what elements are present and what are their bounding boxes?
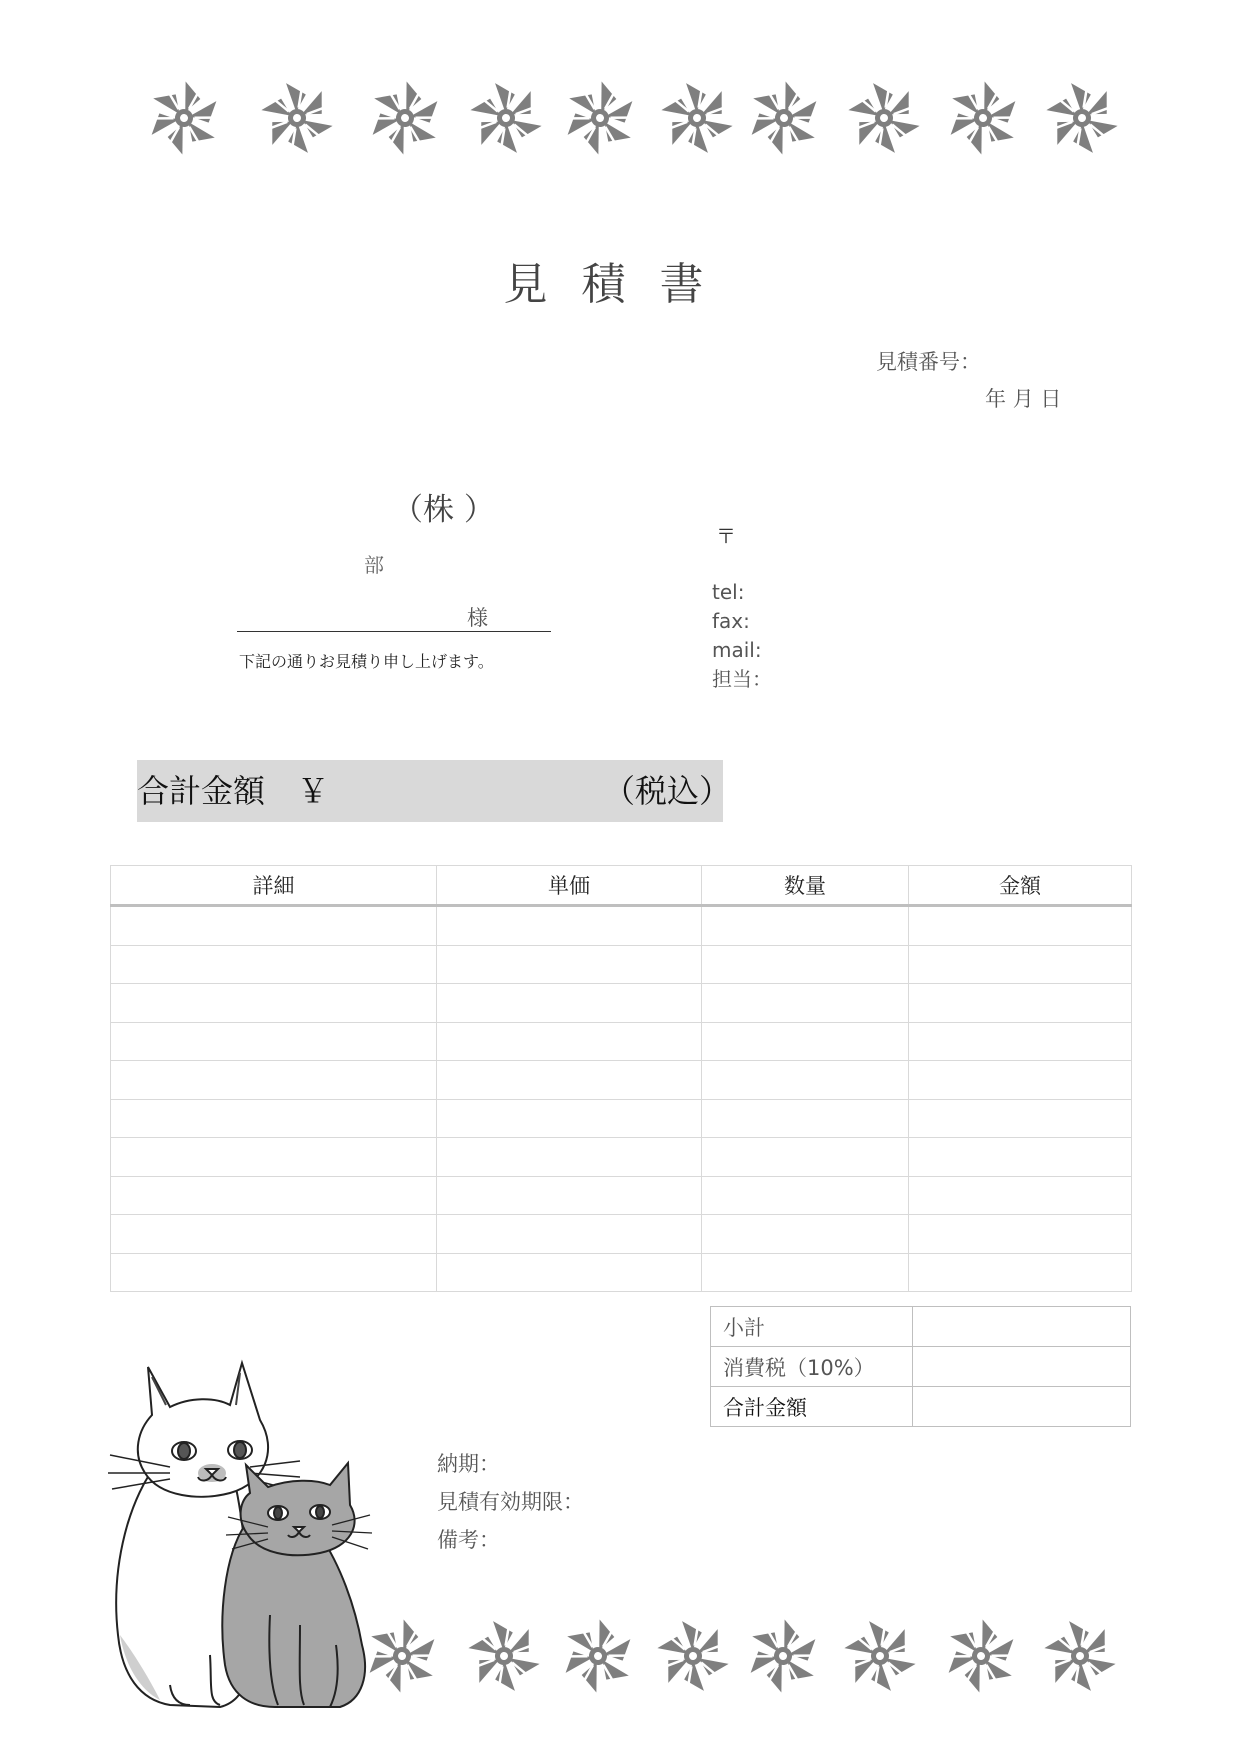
- pinwheel-flower-icon: [659, 80, 735, 156]
- pinwheel-flower-icon: [943, 1618, 1019, 1694]
- cell-quantity[interactable]: [702, 1099, 909, 1138]
- cell-detail[interactable]: [111, 1138, 437, 1177]
- cell-detail[interactable]: [111, 984, 437, 1023]
- sender-contact: [712, 578, 772, 694]
- cell-amount[interactable]: [909, 906, 1132, 946]
- cell-quantity[interactable]: [702, 1215, 909, 1254]
- tax-value[interactable]: [913, 1347, 1131, 1387]
- grand-total-label: 合計金額: [711, 1387, 913, 1427]
- gray-cat: [222, 1463, 372, 1707]
- delivery-label: 納期：: [437, 1452, 500, 1476]
- pinwheel-flower-icon: [846, 80, 922, 156]
- pinwheel-flower-icon: [1044, 80, 1120, 156]
- tax-label: 消費税（10%）: [711, 1347, 913, 1387]
- header-quantity: 数量: [702, 866, 909, 906]
- cell-unit-price[interactable]: [437, 906, 702, 946]
- cell-quantity[interactable]: [702, 1253, 909, 1292]
- table-row: [111, 1138, 1132, 1177]
- cell-unit-price[interactable]: [437, 1022, 702, 1061]
- table-row: [111, 984, 1132, 1023]
- header-amount: 金額: [909, 866, 1132, 906]
- two-cats-illustration: [100, 1355, 400, 1715]
- pinwheel-flower-icon: [468, 80, 544, 156]
- cell-amount[interactable]: [909, 1215, 1132, 1254]
- summary-row-subtotal: [711, 1307, 1131, 1347]
- cell-quantity[interactable]: [702, 1176, 909, 1215]
- postal-mark: 〒: [716, 524, 736, 548]
- pinwheel-flower-icon: [746, 80, 822, 156]
- cell-amount[interactable]: [909, 1061, 1132, 1100]
- sender-tel: tel:: [712, 580, 745, 604]
- quote-number-label: 見積番号：: [876, 350, 981, 374]
- cell-detail[interactable]: [111, 906, 437, 946]
- cell-detail[interactable]: [111, 1253, 437, 1292]
- subtotal-label: 小計: [711, 1307, 913, 1347]
- cell-quantity[interactable]: [702, 1138, 909, 1177]
- cell-unit-price[interactable]: [437, 1176, 702, 1215]
- table-row: [111, 1061, 1132, 1100]
- cell-quantity[interactable]: [702, 1022, 909, 1061]
- cell-amount[interactable]: [909, 1176, 1132, 1215]
- validity-label: 見積有効期限：: [437, 1490, 584, 1514]
- cell-unit-price[interactable]: [437, 1061, 702, 1100]
- sender-fax: fax:: [712, 609, 750, 633]
- summary-row-grand-total: [711, 1387, 1131, 1427]
- tax-included-note: （税込）: [603, 772, 732, 810]
- cell-quantity[interactable]: [702, 1061, 909, 1100]
- pinwheel-flower-icon: [560, 1618, 636, 1694]
- date-month: 月: [1012, 387, 1034, 411]
- pinwheel-flower-icon: [745, 1618, 821, 1694]
- cell-detail[interactable]: [111, 1022, 437, 1061]
- pinwheel-flower-icon: [1042, 1618, 1118, 1694]
- sender-contact-person: 担当：: [712, 667, 772, 691]
- cell-detail[interactable]: [111, 1061, 437, 1100]
- items-table: [110, 865, 1132, 1292]
- cell-detail[interactable]: [111, 1176, 437, 1215]
- cell-detail[interactable]: [111, 945, 437, 984]
- cell-detail[interactable]: [111, 1215, 437, 1254]
- cell-unit-price[interactable]: [437, 945, 702, 984]
- pinwheel-flower-icon: [367, 80, 443, 156]
- summary-row-tax: [711, 1347, 1131, 1387]
- header-unit-price: 単価: [437, 866, 702, 906]
- cell-amount[interactable]: [909, 1138, 1132, 1177]
- pinwheel-flower-icon: [945, 80, 1021, 156]
- remarks-label: 備考：: [437, 1528, 500, 1552]
- client-name-underline: [237, 631, 551, 632]
- client-department: 部: [364, 553, 384, 577]
- cell-amount[interactable]: [909, 1022, 1132, 1061]
- cell-amount[interactable]: [909, 945, 1132, 984]
- cell-quantity[interactable]: [702, 984, 909, 1023]
- cell-quantity[interactable]: [702, 906, 909, 946]
- pinwheel-flower-icon: [842, 1618, 918, 1694]
- cell-amount[interactable]: [909, 1253, 1132, 1292]
- document-title: 見積書: [503, 259, 738, 310]
- pinwheel-flower-icon: [562, 80, 638, 156]
- table-row: [111, 906, 1132, 946]
- table-row: [111, 1176, 1132, 1215]
- date-day: 日: [1040, 387, 1062, 411]
- items-table-header: [111, 866, 1132, 906]
- client-company: （株 ）: [392, 492, 495, 528]
- intro-text: 下記の通りお見積り申し上げます。: [239, 652, 494, 671]
- cell-amount[interactable]: [909, 984, 1132, 1023]
- notes-block: [437, 1445, 584, 1559]
- cell-unit-price[interactable]: [437, 1215, 702, 1254]
- total-label: 合計金額 ￥: [137, 772, 330, 810]
- date-row: [985, 383, 1061, 413]
- table-row: [111, 1022, 1132, 1061]
- total-amount-box: [137, 760, 732, 822]
- client-honorific: 様: [467, 606, 488, 630]
- grand-total-value[interactable]: [913, 1387, 1131, 1427]
- pinwheel-flower-icon: [466, 1618, 542, 1694]
- cell-unit-price[interactable]: [437, 1253, 702, 1292]
- table-row: [111, 1215, 1132, 1254]
- pinwheel-flower-icon: [655, 1618, 731, 1694]
- cell-unit-price[interactable]: [437, 984, 702, 1023]
- date-year: 年: [985, 387, 1006, 411]
- cell-unit-price[interactable]: [437, 1099, 702, 1138]
- pinwheel-flower-icon: [259, 80, 335, 156]
- table-row: [111, 1099, 1132, 1138]
- table-row: [111, 1253, 1132, 1292]
- subtotal-value[interactable]: [913, 1307, 1131, 1347]
- pinwheel-flower-icon: [146, 80, 222, 156]
- header-detail: 詳細: [111, 866, 437, 906]
- sender-mail: mail:: [712, 638, 762, 662]
- cell-quantity[interactable]: [702, 945, 909, 984]
- cell-amount[interactable]: [909, 1099, 1132, 1138]
- cell-unit-price[interactable]: [437, 1138, 702, 1177]
- table-row: [111, 945, 1132, 984]
- summary-table: [710, 1306, 1131, 1427]
- cell-detail[interactable]: [111, 1099, 437, 1138]
